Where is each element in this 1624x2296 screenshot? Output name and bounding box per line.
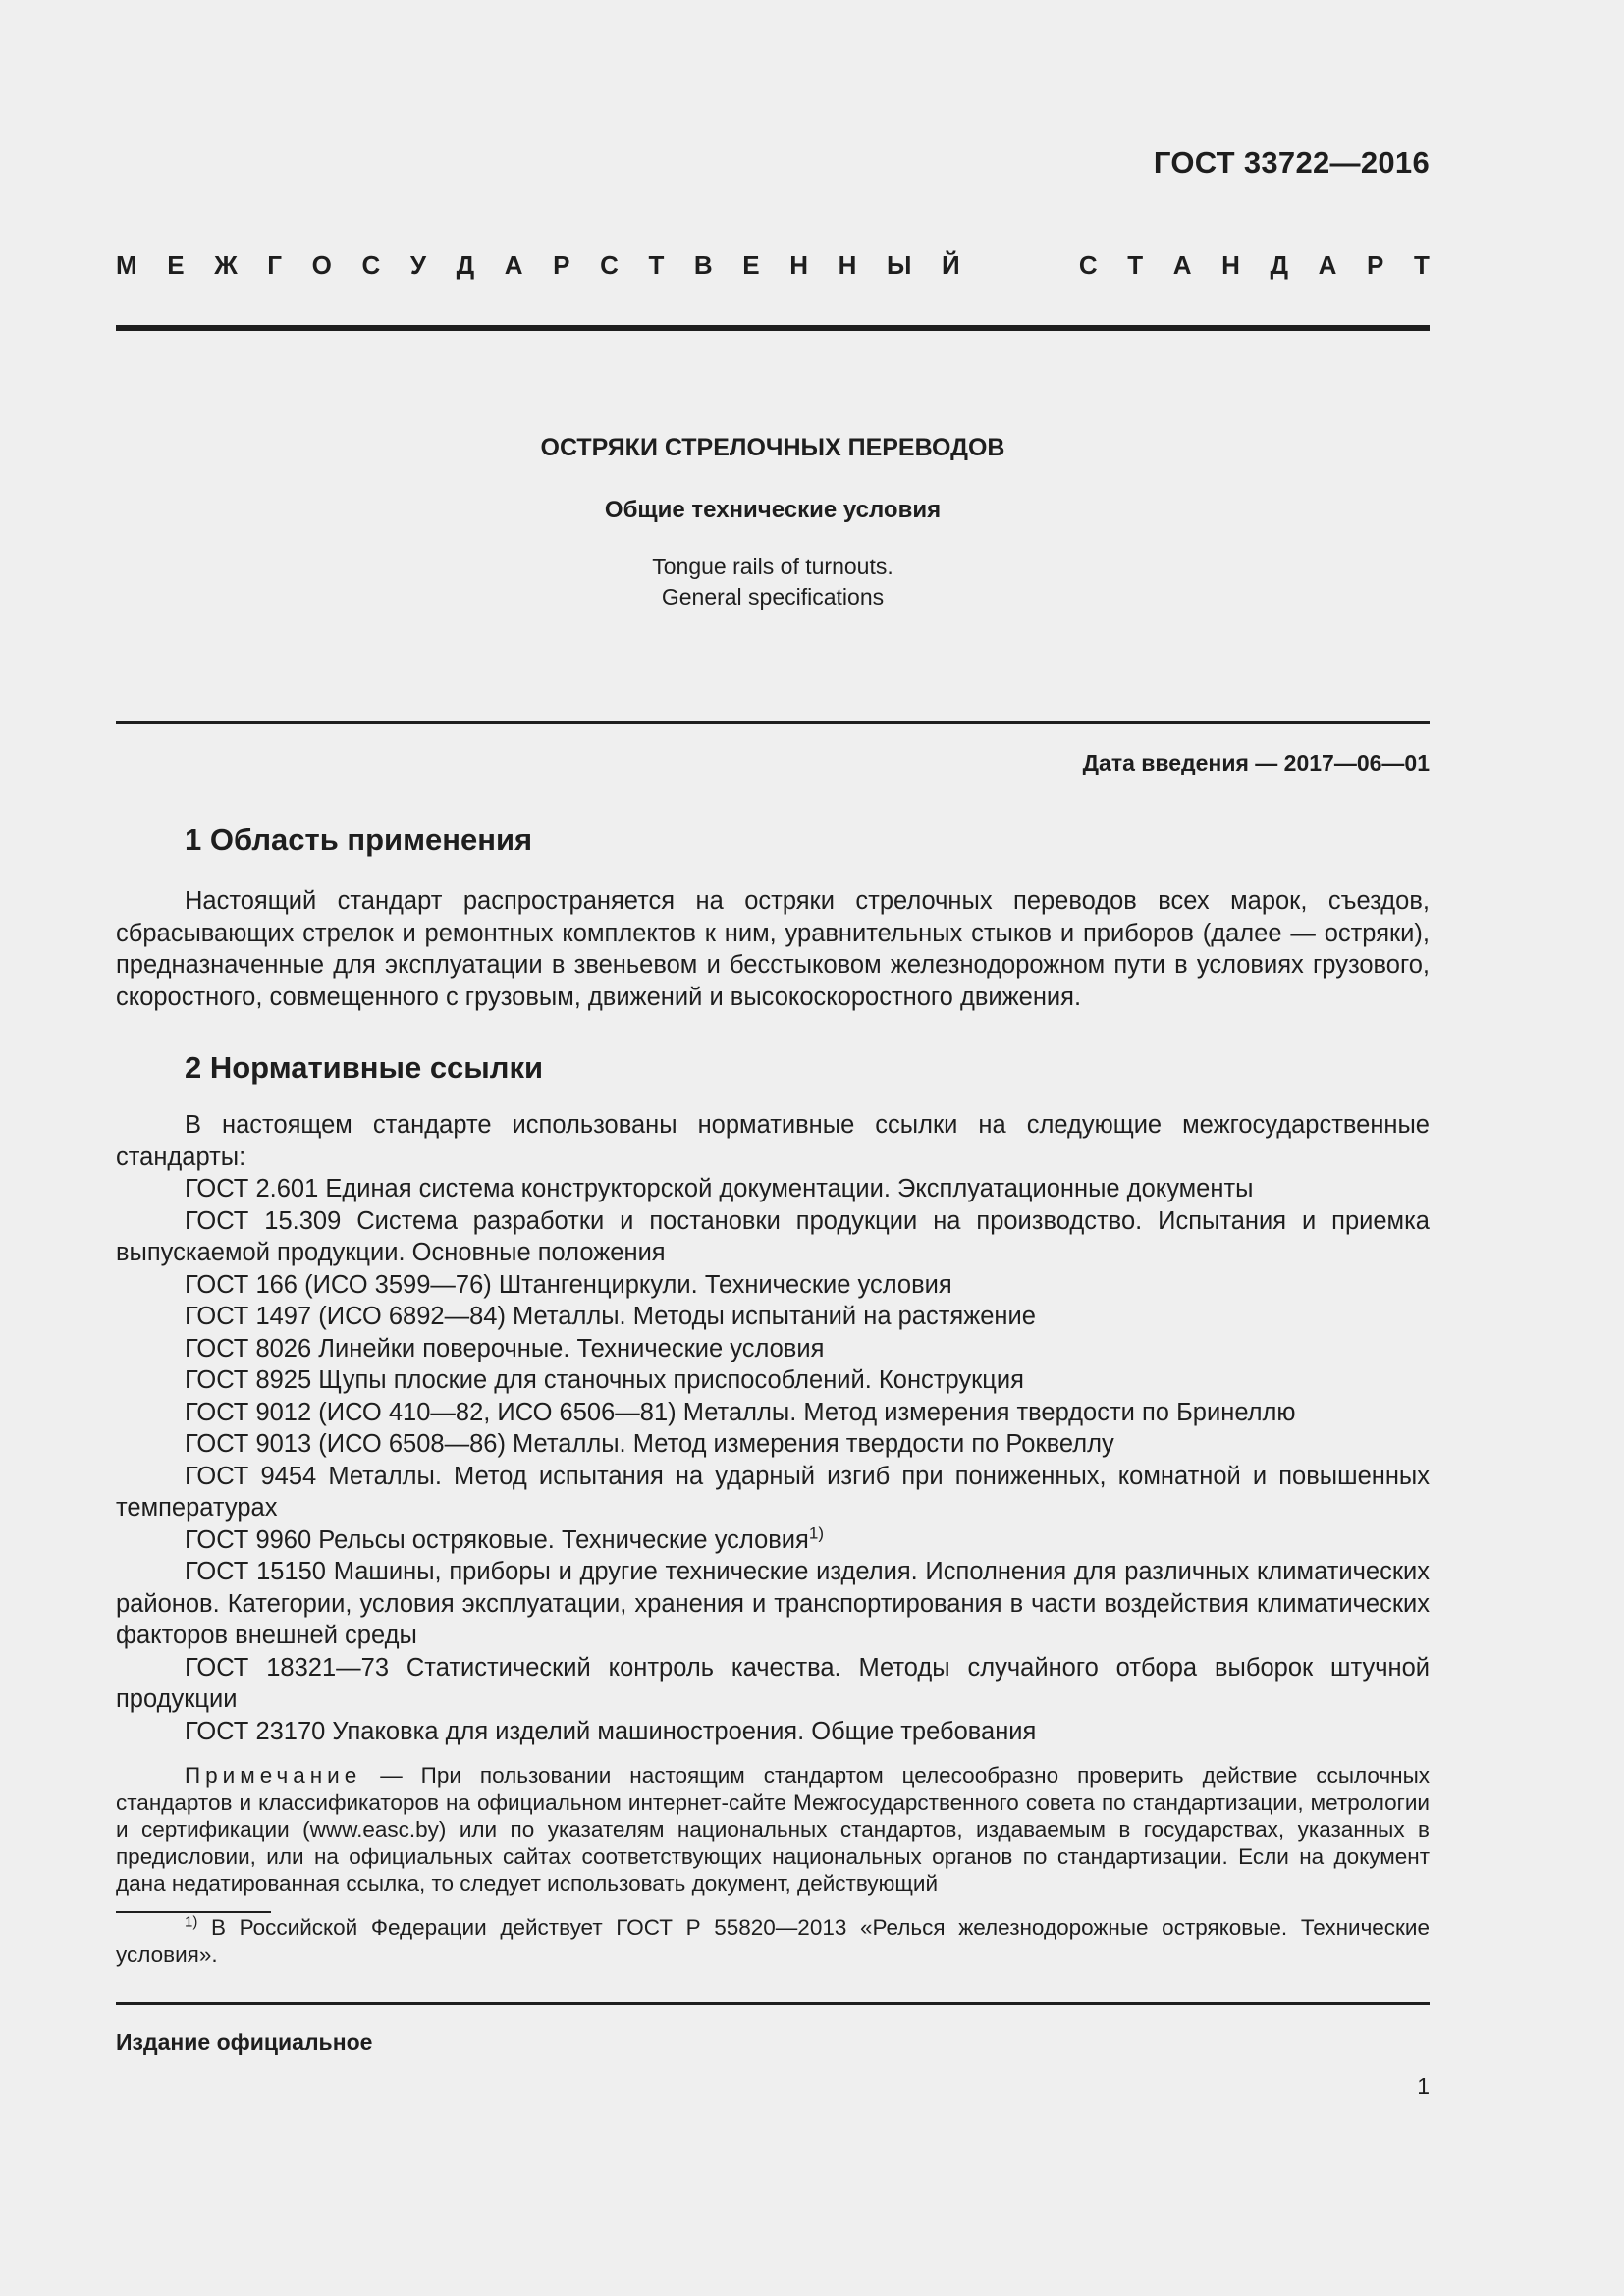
section-paragraph: Настоящий стандарт распространяется на остряки стрелочных переводов всех марок, съездов, сбрасывающих стрелок и ремонтных комплектов к ним, уравнительных стыков и приборов (далее — остряки), предназначенные для эксплуатации в звеньевом и бесстыковом железнодорожном пути в условиях грузового, скоростного, совмещенного с грузовым, движений и высокоскоростного движения.: [116, 887, 1430, 1011]
reference-item: [116, 1364, 1430, 1397]
header-letter: Т: [1127, 250, 1144, 280]
english-title: [116, 552, 1430, 613]
section-heading: 2 Нормативные ссылки: [185, 1050, 544, 1085]
header-letter: Ы: [886, 250, 912, 280]
footnote-text: В Российской Федерации действует ГОСТ Р 55820—2013 «Релься железнодорожные остряковые. Технические условия».: [116, 1915, 1430, 1967]
references: [116, 1173, 1430, 1747]
reference-item: [116, 1397, 1430, 1429]
reference-text: ГОСТ 166 (ИСО 3599—76) Штангенциркули. Технические условия: [185, 1270, 952, 1299]
header-letter: Е: [167, 250, 185, 280]
header-letter: М: [116, 250, 137, 280]
reference-text: ГОСТ 8026 Линейки поверочные. Технические условия: [185, 1334, 825, 1362]
reference-item: [116, 1652, 1430, 1716]
title-rule: [116, 721, 1430, 724]
section-heading: 1 Область применения: [185, 823, 533, 857]
header-word-gap: [990, 250, 1049, 280]
edition-label: Издание официальное: [116, 2029, 373, 2055]
header-letter: Н: [789, 250, 809, 280]
header-letter: Й: [942, 250, 960, 280]
header-letter: Д: [456, 250, 475, 280]
header-letter: Р: [553, 250, 570, 280]
page-number: 1: [1417, 2073, 1430, 2099]
header-letter: Т: [648, 250, 665, 280]
note: [116, 1762, 1430, 1897]
header-letter: Д: [1270, 250, 1289, 280]
reference-text: ГОСТ 18321—73 Статистический контроль качества. Методы случайного отбора выборок штучной продукции: [116, 1653, 1430, 1713]
title-block: [116, 430, 1430, 613]
section-scope: [116, 821, 1430, 1013]
reference-item: [116, 1205, 1430, 1269]
reference-text: ГОСТ 9454 Металлы. Метод испытания на ударный изгиб при пониженных, комнатной и повышенных температурах: [116, 1462, 1430, 1522]
header-letter: С: [600, 250, 619, 280]
english-title-line1: Tongue rails of turnouts.: [652, 554, 893, 579]
reference-item: [116, 1269, 1430, 1302]
reference-item: [116, 1333, 1430, 1365]
footnote-mark: 1): [185, 1913, 198, 1931]
section-references: [116, 1048, 1430, 1747]
reference-item: [116, 1173, 1430, 1205]
note-text: — При пользовании настоящим стандартом целесообразно проверить действие ссылочных стандартов и классификаторов на официальном интернет-сайте Межгосударственного совета по стандартизации, метрологии и сертификации (www.easc.by) или по указателям национальных стандартов, издаваемым в государствах, указанных в предисловии, или на официальных сайтах соответствующих национальных органов по стандартизации. Если на документ дана недатированная ссылка, то следует использовать документ, действующий: [116, 1763, 1430, 1896]
header-letter: А: [504, 250, 523, 280]
header-letter: Р: [1367, 250, 1384, 280]
reference-item: [116, 1461, 1430, 1524]
header-letter: Н: [838, 250, 857, 280]
reference-text: ГОСТ 9960 Рельсы остряковые. Технические условия: [185, 1525, 809, 1554]
note-label: Примечание: [185, 1763, 362, 1788]
header-letter: У: [409, 250, 427, 280]
footnote: [116, 1914, 1430, 1969]
reference-item: [116, 1301, 1430, 1333]
header-rule: [116, 325, 1430, 331]
reference-list: [116, 1109, 1430, 1747]
document-subtitle: Общие технические условия: [604, 497, 942, 523]
footer-rule: [116, 2002, 1430, 2005]
reference-item: [116, 1524, 1430, 1557]
reference-text: ГОСТ 9012 (ИСО 410—82, ИСО 6506—81) Металлы. Метод измерения твердости по Бринеллю: [185, 1398, 1296, 1426]
standard-type-header: [116, 250, 1430, 280]
header-letter: С: [1078, 250, 1098, 280]
document-number: ГОСТ 33722—2016: [1153, 145, 1430, 180]
header-letter: С: [361, 250, 381, 280]
header-letter: Т: [1413, 250, 1430, 280]
reference-text: ГОСТ 15150 Машины, приборы и другие технические изделия. Исполнения для различных климатических районов. Категории, условия эксплуатации, хранения и транспортирования в части воздействия климатических факторов внешней среды: [116, 1558, 1430, 1649]
header-letter: Ж: [214, 250, 238, 280]
header-letter: А: [1172, 250, 1192, 280]
header-letter: О: [311, 250, 332, 280]
reference-text: ГОСТ 9013 (ИСО 6508—86) Металлы. Метод измерения твердости по Роквеллу: [185, 1430, 1114, 1458]
header-letter: Е: [742, 250, 760, 280]
english-title-line2: General specifications: [661, 584, 885, 610]
reference-text: ГОСТ 2.601 Единая система конструкторской документации. Эксплуатационные документы: [185, 1175, 1254, 1202]
reference-text: ГОСТ 15.309 Система разработки и постановки продукции на производство. Испытания и приемка выпускаемой продукции. Основные положения: [116, 1206, 1430, 1266]
reference-text: ГОСТ 23170 Упаковка для изделий машиностроения. Общие требования: [185, 1717, 1037, 1745]
header-letter: Г: [267, 250, 283, 280]
document-title: ОСТРЯКИ СТРЕЛОЧНЫХ ПЕРЕВОДОВ: [540, 434, 1005, 461]
reference-item: [116, 1716, 1430, 1748]
reference-text: ГОСТ 1497 (ИСО 6892—84) Металлы. Методы испытаний на растяжение: [185, 1303, 1036, 1330]
header-letter: Н: [1221, 250, 1240, 280]
reference-item: [116, 1428, 1430, 1461]
header-letter: А: [1318, 250, 1337, 280]
footnote-ref-mark: 1): [808, 1523, 824, 1542]
introduction-date: Дата введения — 2017—06—01: [1082, 750, 1430, 775]
references-intro: В настоящем стандарте использованы нормативные ссылки на следующие межгосударственные стандарты:: [116, 1111, 1430, 1171]
reference-item: [116, 1556, 1430, 1652]
header-letter: В: [693, 250, 713, 280]
reference-text: ГОСТ 8925 Щупы плоские для станочных приспособлений. Конструкция: [185, 1366, 1024, 1394]
